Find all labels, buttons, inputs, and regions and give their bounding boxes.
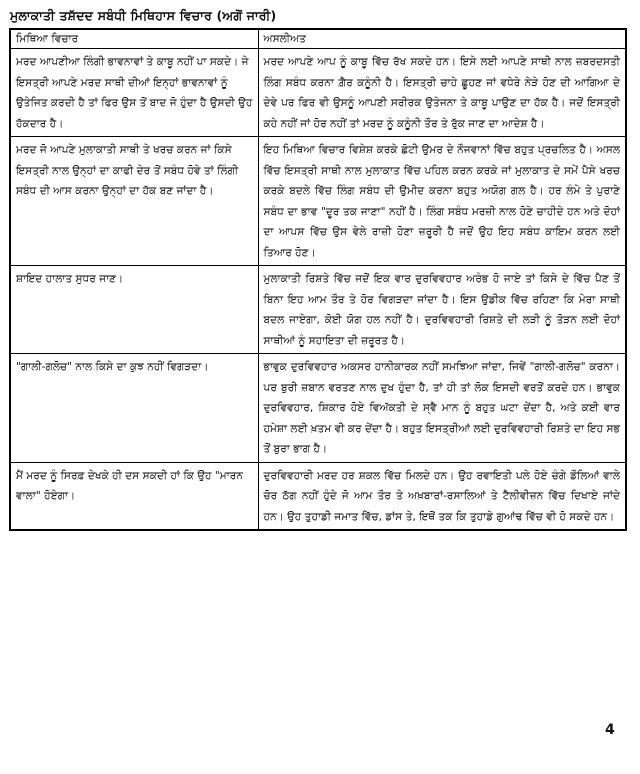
myths-facts-table xyxy=(9,28,627,531)
myth-cell: ਮਰਦ ਜੋ ਆਪਣੇ ਮੁਲਾਕਾਤੀ ਸਾਥੀ ਤੇ ਖਰਚ ਕਰਨ ਜਾਂ ਕਿਸੇ ਇਸਤ੍ਰੀ ਨਾਲ ਉਨ੍ਹਾਂ ਦਾ ਕਾਫੀ ਦੇਰ ਤੋਂ ਸਬੰਧ ਹੋਵੇ ਤਾਂ ਲਿੰਗੀ ਸਬੰਧ ਦੀ ਆਸ ਕਰਨਾ ਉਨ੍ਹਾਂ ਦਾ ਹੱਕ ਬਣ ਜਾਂਦਾ ਹੈ। xyxy=(10,137,258,266)
myth-cell: ਸ਼ਾਇਦ ਹਾਲਾਤ ਸੁਧਰ ਜਾਣ। xyxy=(10,266,258,354)
fact-column-header: ਅਸਲੀਅਤ xyxy=(258,29,626,49)
table-body xyxy=(10,49,626,531)
fact-cell: ਦੁਰਵਿਵਹਾਰੀ ਮਰਦ ਹਰ ਸ਼ਕਲ ਵਿੱਚ ਮਿਲਦੇ ਹਨ। ਉਹ ਰਵਾਇਤੀ ਪਲੇ ਹੋਏ ਚੰਗੇ ਡੌਲਿਆਂ ਵਾਲੇ ਚੋਰ ਠੱਗ ਨਹੀਂ ਹੁੰਦੇ ਜੋ ਆਮ ਤੌਰ ਤੇ ਅਖ਼ਬਾਰਾਂ-ਰਸਾਲਿਆਂ ਤੇ ਟੈਲੀਵੀਜ਼ਨ ਵਿੱਚ ਦਿਖਾਏ ਜਾਂਦੇ ਹਨ। ਉਹ ਤੁਹਾਡੀ ਜਮਾਤ ਵਿੱਚ, ਡਾਂਸ ਤੇ, ਇਥੋਂ ਤਕ ਕਿ ਤੁਹਾਡੇ ਗੁਆਂਢ ਵਿੱਚ ਵੀ ਹੋ ਸਕਦੇ ਹਨ। xyxy=(258,462,626,530)
fact-cell: ਮੁਲਾਕਾਤੀ ਰਿਸ਼ਤੇ ਵਿੱਚ ਜਦੋਂ ਇਕ ਵਾਰ ਦੁਰਵਿਵਹਾਰ ਅਰੰਭ ਹੋ ਜਾਏ ਤਾਂ ਕਿਸੇ ਦੇ ਵਿੱਚ ਪੈਣ ਤੋਂ ਬਿਨਾ ਇਹ ਆਮ ਤੌਰ ਤੇ ਹੋਰ ਵਿਗੜਦਾ ਜਾਂਦਾ ਹੈ। ਇਸ ਉਡੀਕ ਵਿੱਚ ਰਹਿਣਾ ਕਿ ਮੇਰਾ ਸਾਥੀ ਬਦਲ ਜਾਏਗਾ, ਕੋਈ ਯੋਗ ਹਲ ਨਹੀਂ ਹੈ। ਦੁਰਵਿਵਹਾਰੀ ਰਿਸ਼ਤੇ ਦੀ ਲੜੀ ਨੂੰ ਤੋੜਨ ਲਈ ਦੋਹਾਂ ਸਾਥੀਆਂ ਨੂੰ ਸਹਾਇਤਾ ਦੀ ਜ਼ਰੂਰਤ ਹੈ। xyxy=(258,266,626,354)
myth-column-header: ਮਿਥਿਆ ਵਿਚਾਰ xyxy=(10,29,258,49)
page-title: ਮੁਲਾਕਾਤੀ ਤਸ਼ੱਦਦ ਸਬੰਧੀ ਮਿਥਿਹਾਸ ਵਿਚਾਰ (ਅਗੋਂ ਜਾਰੀ) xyxy=(10,8,277,23)
myth-cell: "ਗਾਲੀ-ਗਲੋਚ" ਨਾਲ ਕਿਸੇ ਦਾ ਕੁਝ ਨਹੀਂ ਵਿਗੜਦਾ। xyxy=(10,354,258,463)
table-header xyxy=(10,29,626,49)
myth-cell: ਮਰਦ ਆਪਣੀਆ ਲਿੰਗੀ ਭਾਵਨਾਵਾਂ ਤੇ ਕਾਬੂ ਨਹੀਂ ਪਾ ਸਕਦੇ। ਜੇ ਇਸਤ੍ਰੀ ਆਪਣੇ ਮਰਦ ਸਾਥੀ ਦੀਆਂ ਇਨ੍ਹਾਂ ਭਾਵਨਾਵਾਂ ਨੂੰ ਉਤੇਜਿਤ ਕਰਦੀ ਹੈ ਤਾਂ ਫਿਰ ਉਸ ਤੋਂ ਬਾਦ ਜੋ ਹੁੰਦਾ ਹੈ ਉਸਦੀ ਉਹ ਹੱਕਦਾਰ ਹੈ। xyxy=(10,49,258,137)
header-row xyxy=(10,29,626,49)
table-row xyxy=(10,354,626,463)
table-row xyxy=(10,266,626,354)
fact-cell: ਮਰਦ ਆਪਣੇ ਆਪ ਨੂੰ ਕਾਬੂ ਵਿੱਚ ਰੱਖ ਸਕਦੇ ਹਨ। ਇਸੇ ਲਈ ਆਪਣੇ ਸਾਥੀ ਨਾਲ ਜ਼ਬਰਦਸਤੀ ਲਿੰਗ ਸਬੰਧ ਕਰਨਾ ਗ਼ੈਰ ਕਨੂੰਨੀ ਹੈ। ਇਸਤ੍ਰੀ ਚਾਹੇ ਛੂਹਣ ਜਾਂ ਵਧੇਰੇ ਨੇੜੇ ਹੋਣ ਦੀ ਆਗਿਆ ਦੇ ਦੇਵੇ ਪਰ ਫਿਰ ਵੀ ਉਸਨੂੰ ਆਪਣੀ ਸਰੀਰਕ ਉਤੇਜਨਾ ਤੇ ਕਾਬੂ ਪਾਉਣ ਦਾ ਹੱਕ ਹੈ। ਜਦੋਂ ਇਸਤ੍ਰੀ ਕਹੇ ਨਹੀਂ ਜਾਂ ਹੋਰ ਨਹੀਂ ਤਾਂ ਮਰਦ ਨੂੰ ਕਨੂੰਨੀ ਤੌਰ ਤੇ ਰੁੱਕ ਜਾਣ ਦਾ ਆਦੇਸ਼ ਹੈ। xyxy=(258,49,626,137)
table-row xyxy=(10,462,626,530)
fact-cell: ਭਾਵੁਕ ਦੁਰਵਿਵਹਾਰ ਅਕਸਰ ਹਾਨੀਕਾਰਕ ਨਹੀਂ ਸਮਝਿਆ ਜਾਂਦਾ, ਜਿਵੇਂ "ਗਾਲੀ-ਗਲੋਚ" ਕਰਨਾ। ਪਰ ਬੁਰੀ ਜ਼ਬਾਨ ਵਰਤਣ ਨਾਲ ਦੁਖ ਹੁੰਦਾ ਹੈ, ਤਾਂ ਹੀ ਤਾਂ ਲੋਕ ਇਸਦੀ ਵਰਤੋਂ ਕਰਦੇ ਹਨ। ਭਾਵੁਕ ਦੁਰਵਿਵਹਾਰ, ਸ਼ਿਕਾਰ ਹੋਏ ਵਿਅੱਕਤੀ ਦੇ ਸ੍ਵੈ ਮਾਨ ਨੂੰ ਬਹੁਤ ਘਟਾ ਦੇਂਦਾ ਹੈ, ਅਤੇ ਕਈ ਵਾਰ ਹਮੇਸ਼ਾ ਲਈ ਖ਼ਤਮ ਵੀ ਕਰ ਦੇਂਦਾ ਹੈ। ਬਹੁਤ ਇਸਤ੍ਰੀਆਂ ਲਈ ਦੁਰਵਿਵਹਾਰੀ ਰਿਸ਼ਤੇ ਦਾ ਇਹ ਸਭ ਤੋਂ ਬੁਰਾ ਭਾਗ ਹੈ। xyxy=(258,354,626,463)
page-number: 4 xyxy=(605,722,615,738)
myth-cell: ਮੈਂ ਮਰਦ ਨੂੰ ਸਿਰਫ਼ ਦੇਖਕੇ ਹੀ ਦਸ ਸਕਦੀ ਹਾਂ ਕਿ ਉਹ "ਮਾਰਨ ਵਾਲਾ" ਹੋਏਗਾ। xyxy=(10,462,258,530)
table-row xyxy=(10,137,626,266)
table-row xyxy=(10,49,626,137)
fact-cell: ਇਹ ਮਿਥਿਆ ਵਿਚਾਰ ਵਿਸ਼ੇਸ਼ ਕਰਕੇ ਛੋਟੀ ਉਮਰ ਦੇ ਨੌਜਵਾਨਾਂ ਵਿੱਚ ਬਹੁਤ ਪ੍ਰਚਲਿਤ ਹੈ। ਅਸਲ ਵਿੱਚ ਇਸਤ੍ਰੀ ਸਾਥੀ ਨਾਲ ਮੁਲਾਕਾਤ ਵਿੱਚ ਪਹਿਲ ਕਰਨ ਕਰਕੇ ਜਾਂ ਮੁਲਾਕਾਤ ਦੇ ਸਮੇਂ ਪੈਸੇ ਖਰਚ ਕਰਕੇ ਬਦਲੇ ਵਿੱਚ ਲਿੰਗ ਸਬੰਧ ਦੀ ਉਮੀਦ ਕਰਨਾ ਬਹੁਤ ਅਯੋਗ ਗਲ ਹੈ। ਹਰ ਲੰਮੇ ਤੇ ਪੁਰਾਣੇ ਸਬੰਧ ਦਾ ਭਾਵ "ਦੂਰ ਤਕ ਜਾਣਾ" ਨਹੀਂ ਹੈ। ਲਿੰਗ ਸਬੰਧ ਮਰਜ਼ੀ ਨਾਲ ਹੋਣੇ ਚਾਹੀਦੇ ਹਨ ਅਤੇ ਦੋਹਾਂ ਦਾ ਆਪਸ ਵਿੱਚ ਉਸ ਵੇਲੇ ਰਾਜ਼ੀ ਹੋਣਾ ਜ਼ਰੂਰੀ ਹੈ ਜਦੋਂ ਉਹ ਇਹ ਸਬੰਧ ਕਾਇਮ ਕਰਨ ਲਈ ਤਿਆਰ ਹੋਣ। xyxy=(258,137,626,266)
